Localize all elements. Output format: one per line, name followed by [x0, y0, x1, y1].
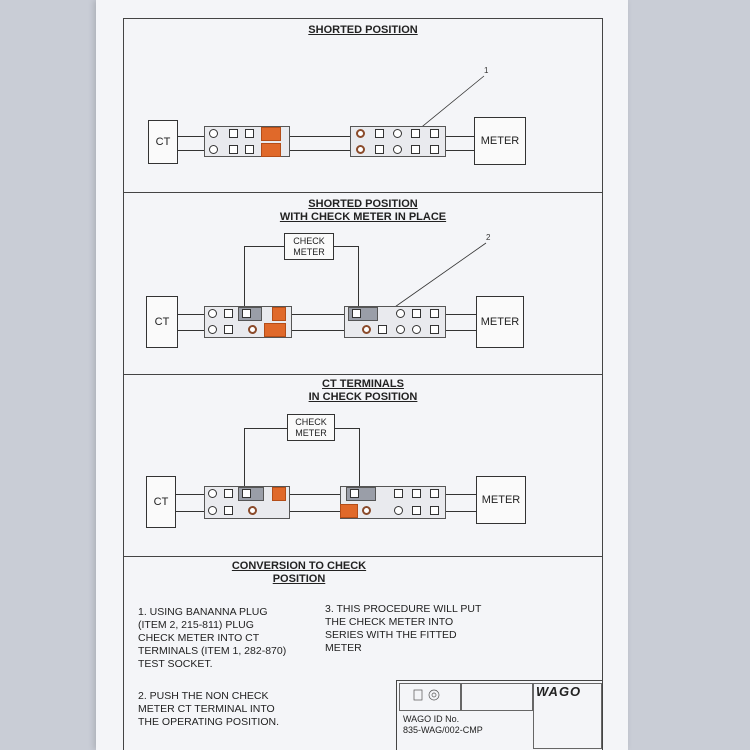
check-meter-box: CHECK METER: [287, 414, 335, 441]
projection-symbol-cell: [399, 683, 461, 711]
projection-symbol-icon: [400, 684, 460, 710]
ct-box: CT: [148, 120, 178, 164]
shorting-jumper: [264, 323, 286, 337]
instruction-step-1: 1. USING BANANNA PLUG (ITEM 2, 215-811) PLUG CHECK METER INTO CT TERMINALS (ITEM 1, 282-870) TEST SOCKET.: [138, 606, 287, 670]
instruction-step-2: 2. PUSH THE NON CHECK METER CT TERMINAL INTO THE OPERATING POSITION.: [138, 690, 279, 728]
wago-logo: WAGO: [536, 684, 582, 699]
tolerance-cell: [461, 683, 533, 711]
section-1-title: SHORTED POSITION: [308, 24, 418, 36]
conversion-title-line-2: POSITION: [272, 573, 326, 585]
meter-box: METER: [476, 476, 526, 524]
meter-box: METER: [476, 296, 524, 348]
shorting-jumper: [340, 504, 358, 518]
shorting-jumper: [272, 307, 286, 321]
shorting-jumper: [261, 127, 281, 141]
check-meter-box: CHECK METER: [284, 233, 334, 260]
wago-id-value: 835-WAG/002-CMP: [403, 725, 483, 735]
shorting-jumper: [261, 143, 281, 157]
shorting-jumper: [272, 487, 286, 501]
conversion-title-line-1: CONVERSION TO CHECK: [231, 560, 367, 572]
callout-1: 1: [484, 66, 489, 75]
meter-box: METER: [474, 117, 526, 165]
section-2-title-line-1: SHORTED POSITION: [308, 198, 418, 210]
section-3-title-line-1: CT TERMINALS: [322, 378, 404, 390]
callout-2: 2: [486, 233, 491, 242]
ct-box: CT: [146, 476, 176, 528]
wago-id-label: WAGO ID No.: [403, 714, 460, 724]
instruction-step-3: 3. THIS PROCEDURE WILL PUT THE CHECK METER INTO SERIES WITH THE FITTED METER: [325, 603, 482, 654]
section-2-title-line-2: WITH CHECK METER IN PLACE: [279, 211, 447, 223]
section-3-title-line-2: IN CHECK POSITION: [308, 391, 418, 403]
ct-box: CT: [146, 296, 178, 348]
